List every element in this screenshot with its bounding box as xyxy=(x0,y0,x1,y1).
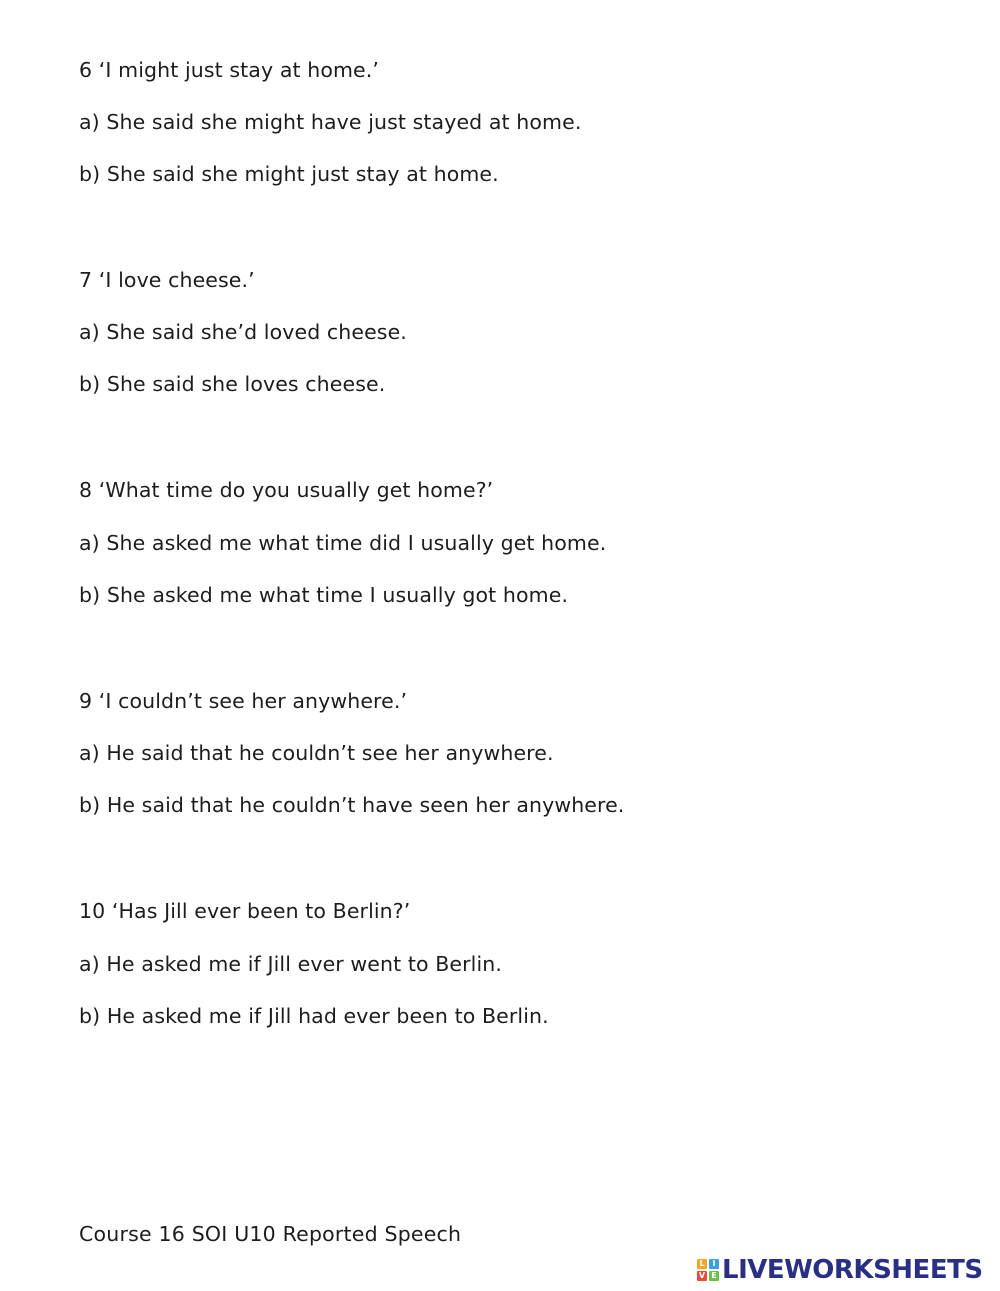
question-10-option-b: b) He asked me if Jill had ever been to Berlin. xyxy=(79,1004,549,1028)
course-footer: Course 16 SOI U10 Reported Speech xyxy=(79,1222,462,1246)
logo-tile-l: L xyxy=(697,1259,707,1269)
liveworksheets-logo xyxy=(697,1255,983,1285)
question-6-option-b: b) She said she might just stay at home. xyxy=(79,162,499,186)
question-8-prompt: 8 ‘What time do you usually get home?’ xyxy=(79,478,494,502)
question-6-option-a: a) She said she might have just stayed at home. xyxy=(79,110,582,134)
logo-tile-v: V xyxy=(698,1271,706,1280)
question-7-prompt: 7 ‘I love cheese.’ xyxy=(79,268,255,292)
logo-tile-i: I xyxy=(709,1259,719,1269)
question-8-option-b: b) She asked me what time I usually got home. xyxy=(79,583,569,607)
liveworksheets-wordmark: LIVEWORKSHEETS xyxy=(722,1255,983,1285)
question-6-prompt: 6 ‘I might just stay at home.’ xyxy=(79,58,379,82)
liveworksheets-icon xyxy=(697,1259,719,1281)
question-7-option-a: a) She said she’d loved cheese. xyxy=(79,320,407,344)
question-9-prompt: 9 ‘I couldn’t see her anywhere.’ xyxy=(79,689,408,713)
question-7-option-b: b) She said she loves cheese. xyxy=(79,372,386,396)
question-8-option-a: a) She asked me what time did I usually get home. xyxy=(79,531,607,555)
question-10-option-a: a) He asked me if Jill ever went to Berlin. xyxy=(79,952,502,976)
question-9-option-a: a) He said that he couldn’t see her anywhere. xyxy=(79,741,554,765)
logo-tile-e: E xyxy=(709,1271,719,1281)
question-10-prompt: 10 ‘Has Jill ever been to Berlin?’ xyxy=(79,899,411,923)
question-9-option-b: b) He said that he couldn’t have seen her anywhere. xyxy=(79,793,625,817)
